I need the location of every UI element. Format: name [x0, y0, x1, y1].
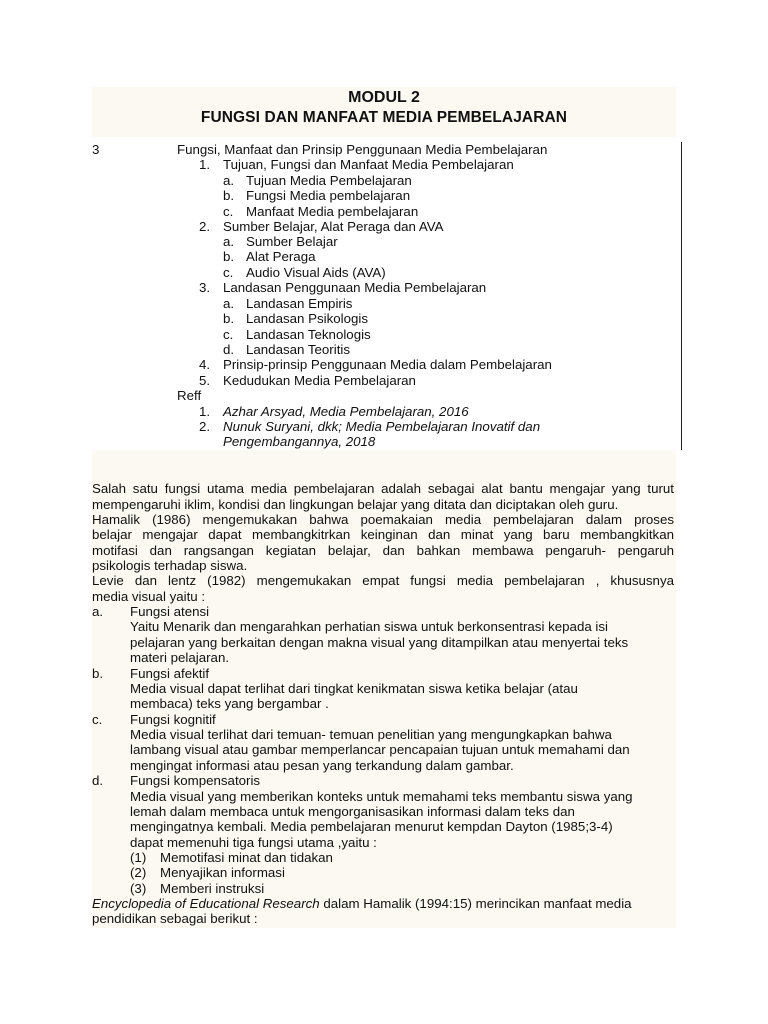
outline-item-num: 2. [199, 219, 211, 234]
function-title: Fungsi atensi [130, 604, 210, 619]
function-line: materi pelajaran. [130, 650, 230, 665]
outline-sub-item: Audio Visual Aids (AVA) [246, 265, 386, 280]
paragraph-line: Hamalik (1986) mengemukakan bahwa poemakaian media pembelajaran dalam proses [92, 512, 674, 527]
outline-sub-letter: b. [223, 249, 235, 264]
table-border [681, 142, 682, 450]
paragraph-line: Levie dan lentz (1982) mengemukakan empat fungsi media pembelajaran , khususnya [92, 573, 674, 588]
outline-sub-letter: b. [223, 311, 235, 326]
outline-item-num: 5. [199, 373, 211, 388]
paragraph-line: psikologis terhadap siswa. [92, 558, 248, 573]
outline-sub-letter: a. [223, 173, 235, 188]
function-letter: d. [92, 773, 104, 788]
outline-sub-item: Tujuan Media Pembelajaran [246, 173, 412, 188]
paragraph-line: motifasi dan rangsangan kegiatan belajar, dan bahkan membawa pengaruh- pengaruh [92, 543, 674, 558]
function-line: lemah dalam membaca untuk mengorganisasikan informasi dalam teks dan [130, 804, 575, 819]
outline-item: Kedudukan Media Pembelajaran [223, 373, 416, 388]
outline-heading: Fungsi, Manfaat dan Prinsip Penggunaan Media Pembelajaran [177, 142, 548, 157]
function-line: Media visual yang memberikan konteks untuk memahami teks membantu siswa yang [130, 789, 633, 804]
reference-item-cont: Pengembangannya, 2018 [223, 434, 376, 449]
paragraph-line: belajar mengajar dapat membangkitrkan keinginan dan minat yang baru membangkitkan [92, 527, 674, 542]
dayton-num: (1) [130, 850, 147, 865]
function-line: membaca) teks yang bergambar . [130, 696, 329, 711]
outline-sub-item: Landasan Psikologis [246, 311, 368, 326]
outline-sub-item: Landasan Teoritis [246, 342, 350, 357]
function-line: Yaitu Menarik dan mengarahkan perhatian siswa untuk berkonsentrasi kepada isi [130, 619, 608, 634]
paragraph-line: media visual yaitu : [92, 589, 206, 604]
function-line: pelajaran yang berkaitan dengan makna visual yang ditampilkan atau menyertai teks [130, 635, 629, 650]
outline-number: 3 [92, 142, 100, 157]
outline-sub-letter: c. [223, 204, 234, 219]
outline-item: Prinsip-prinsip Penggunaan Media dalam Pembelajaran [223, 357, 552, 372]
dayton-item: Memberi instruksi [160, 881, 265, 896]
function-title: Fungsi kompensatoris [130, 773, 261, 788]
function-line: Media visual dapat terlihat dari tingkat kenikmatan siswa ketika belajar (atau [130, 681, 578, 696]
outline-item: Landasan Penggunaan Media Pembelajaran [223, 280, 487, 295]
dayton-num: (2) [130, 865, 147, 880]
function-line: dapat memenuhi tiga fungsi utama ,yaitu : [130, 835, 377, 850]
encyclopedia-rest: dalam Hamalik (1994:15) merincikan manfaat media [319, 896, 632, 911]
outline-sub-letter: a. [223, 234, 235, 249]
function-title: Fungsi kognitif [130, 712, 216, 727]
outline-item-num: 3. [199, 280, 211, 295]
reference-item: Azhar Arsyad, Media Pembelajaran, 2016 [223, 404, 469, 419]
outline-sub-item: Manfaat Media pembelajaran [246, 204, 419, 219]
outline-sub-letter: c. [223, 265, 234, 280]
outline-sub-letter: d. [223, 342, 235, 357]
outline-sub-item: Landasan Teknologis [246, 327, 371, 342]
outline-sub-letter: a. [223, 296, 235, 311]
paragraph-line: Salah satu fungsi utama media pembelajaran adalah sebagai alat bantu mengajar yang turut [92, 481, 674, 496]
encyclopedia-title: Encyclopedia of Educational Research [92, 896, 320, 911]
outline-item-num: 4. [199, 357, 211, 372]
outline-sub-item: Sumber Belajar [246, 234, 338, 249]
reference-num: 1. [199, 404, 211, 419]
function-letter: a. [92, 604, 104, 619]
function-line: mengingat informasi atau pesan yang terkandung dalam gambar. [130, 758, 514, 773]
function-letter: c. [92, 712, 103, 727]
paragraph-line: mempengaruhi iklim, kondisi dan lingkungan belajar yang ditata dan diciptakan oleh guru. [92, 497, 619, 512]
module-title: MODUL 2 [348, 89, 420, 106]
reference-num: 2. [199, 419, 211, 434]
function-line: lambang visual atau gambar memperlancar pencapaian tujuan untuk memahami dan [130, 742, 630, 757]
outline-item-num: 1. [199, 157, 211, 172]
function-title: Fungsi afektif [130, 666, 210, 681]
outline-sub-item: Landasan Empiris [246, 296, 353, 311]
dayton-num: (3) [130, 881, 147, 896]
paragraph-line: pendidikan sebagai berikut : [92, 911, 258, 926]
function-line: Media visual terlihat dari temuan- temuan penelitian yang mengungkapkan bahwa [130, 727, 612, 742]
outline-sub-item: Alat Peraga [246, 249, 316, 264]
outline-sub-letter: b. [223, 188, 235, 203]
outline-item: Tujuan, Fungsi dan Manfaat Media Pembelajaran [223, 157, 514, 172]
encyclopedia-line [92, 896, 632, 911]
function-letter: b. [92, 666, 104, 681]
module-subtitle: FUNGSI DAN MANFAAT MEDIA PEMBELAJARAN [200, 109, 568, 126]
dayton-item: Memotifasi minat dan tidakan [160, 850, 333, 865]
reff-label: Reff [177, 388, 202, 403]
outline-sub-letter: c. [223, 327, 234, 342]
dayton-item: Menyajikan informasi [160, 865, 285, 880]
outline-sub-item: Fungsi Media pembelajaran [246, 188, 411, 203]
function-line: mengingatnya kembali. Media pembelajaran menurut kempdan Dayton (1985;3-4) [130, 819, 613, 834]
reference-item: Nunuk Suryani, dkk; Media Pembelajaran Inovatif dan [223, 419, 541, 434]
outline-item: Sumber Belajar, Alat Peraga dan AVA [223, 219, 444, 234]
